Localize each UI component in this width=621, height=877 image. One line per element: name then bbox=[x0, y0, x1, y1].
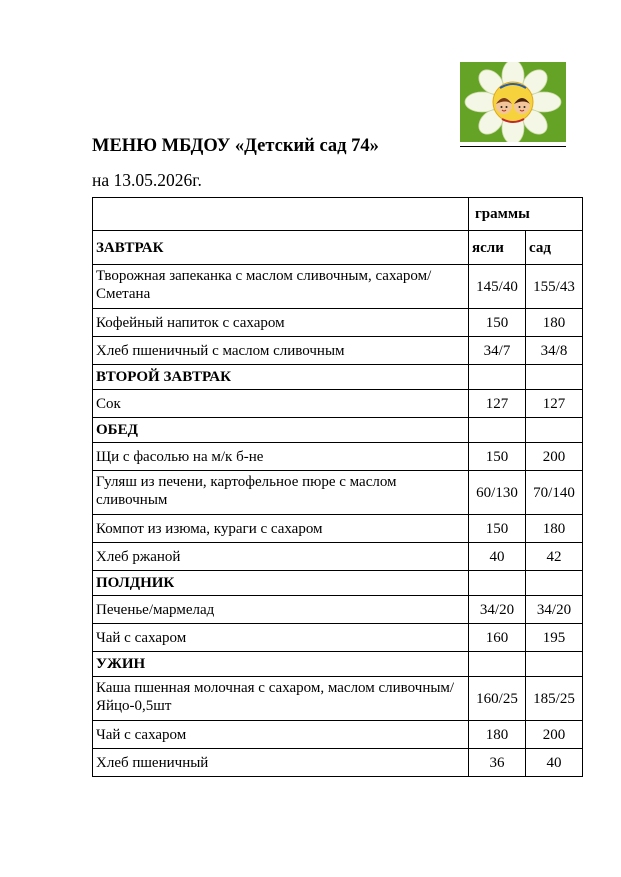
menu-item-row bbox=[93, 471, 583, 515]
nursery-grams: 160/25 bbox=[469, 677, 526, 721]
section-row bbox=[93, 365, 583, 390]
flower-children-logo-icon bbox=[460, 62, 566, 142]
nursery-grams: 150 bbox=[469, 443, 526, 471]
section-row bbox=[93, 231, 583, 265]
section-title: УЖИН bbox=[93, 652, 469, 677]
section-title: ПОЛДНИК bbox=[93, 571, 469, 596]
nursery-grams: 36 bbox=[469, 749, 526, 777]
dish-name: Гуляш из печени, картофельное пюре с маслом сливочным bbox=[93, 471, 469, 515]
garden-grams: 200 bbox=[526, 443, 583, 471]
empty-cell bbox=[526, 365, 583, 390]
menu-item-row bbox=[93, 543, 583, 571]
menu-date: на 13.05.2026г. bbox=[92, 170, 202, 190]
dish-name: Чай с сахаром bbox=[93, 721, 469, 749]
grams-header-row bbox=[93, 198, 583, 231]
dish-name: Творожная запеканка с маслом сливочным, сахаром/Сметана bbox=[93, 265, 469, 309]
nursery-grams: 150 bbox=[469, 515, 526, 543]
dish-name: Печенье/мармелад bbox=[93, 596, 469, 624]
garden-grams: 180 bbox=[526, 515, 583, 543]
menu-item-row bbox=[93, 390, 583, 418]
nursery-grams: 160 bbox=[469, 624, 526, 652]
empty-cell bbox=[526, 652, 583, 677]
nursery-grams: 180 bbox=[469, 721, 526, 749]
dish-name: Компот из изюма, кураги с сахаром bbox=[93, 515, 469, 543]
section-title: ВТОРОЙ ЗАВТРАК bbox=[93, 365, 469, 390]
menu-item-row bbox=[93, 443, 583, 471]
dish-name: Кофейный напиток с сахаром bbox=[93, 309, 469, 337]
garden-grams: 40 bbox=[526, 749, 583, 777]
nursery-grams: 127 bbox=[469, 390, 526, 418]
empty-cell bbox=[469, 365, 526, 390]
menu-item-row bbox=[93, 596, 583, 624]
nursery-grams: 145/40 bbox=[469, 265, 526, 309]
page-title: МЕНЮ МБДОУ «Детский сад 74» bbox=[92, 136, 379, 156]
empty-cell bbox=[469, 652, 526, 677]
dish-name: Сок bbox=[93, 390, 469, 418]
empty-cell bbox=[469, 571, 526, 596]
dish-name: Хлеб ржаной bbox=[93, 543, 469, 571]
empty-cell bbox=[526, 418, 583, 443]
nursery-grams: 150 bbox=[469, 309, 526, 337]
menu-item-row bbox=[93, 721, 583, 749]
dish-name: Хлеб пшеничный с маслом сливочным bbox=[93, 337, 469, 365]
garden-grams: 42 bbox=[526, 543, 583, 571]
menu-item-row bbox=[93, 749, 583, 777]
dish-name: Каша пшенная молочная с сахаром, маслом сливочным/Яйцо-0,5шт bbox=[93, 677, 469, 721]
menu-item-row bbox=[93, 265, 583, 309]
section-row bbox=[93, 652, 583, 677]
section-title: ОБЕД bbox=[93, 418, 469, 443]
menu-item-row bbox=[93, 677, 583, 721]
dish-name: Чай с сахаром bbox=[93, 624, 469, 652]
garden-grams: 127 bbox=[526, 390, 583, 418]
grams-header: граммы bbox=[469, 198, 583, 231]
garden-grams: 70/140 bbox=[526, 471, 583, 515]
garden-grams: 185/25 bbox=[526, 677, 583, 721]
menu-item-row bbox=[93, 515, 583, 543]
column-nursery-header: ясли bbox=[469, 231, 526, 265]
section-title: ЗАВТРАК bbox=[93, 231, 469, 265]
empty-cell bbox=[526, 571, 583, 596]
garden-grams: 200 bbox=[526, 721, 583, 749]
menu-item-row bbox=[93, 624, 583, 652]
section-row bbox=[93, 418, 583, 443]
garden-grams: 180 bbox=[526, 309, 583, 337]
nursery-grams: 34/20 bbox=[469, 596, 526, 624]
dish-name: Щи с фасолью на м/к б-не bbox=[93, 443, 469, 471]
garden-grams: 195 bbox=[526, 624, 583, 652]
section-row bbox=[93, 571, 583, 596]
garden-grams: 34/20 bbox=[526, 596, 583, 624]
nursery-grams: 40 bbox=[469, 543, 526, 571]
menu-table bbox=[92, 197, 583, 777]
dish-name: Хлеб пшеничный bbox=[93, 749, 469, 777]
menu-item-row bbox=[93, 337, 583, 365]
logo-underline bbox=[460, 146, 566, 147]
column-garden-header: сад bbox=[526, 231, 583, 265]
empty-header-cell bbox=[93, 198, 469, 231]
garden-grams: 155/43 bbox=[526, 265, 583, 309]
nursery-grams: 34/7 bbox=[469, 337, 526, 365]
garden-grams: 34/8 bbox=[526, 337, 583, 365]
nursery-grams: 60/130 bbox=[469, 471, 526, 515]
menu-item-row bbox=[93, 309, 583, 337]
empty-cell bbox=[469, 418, 526, 443]
